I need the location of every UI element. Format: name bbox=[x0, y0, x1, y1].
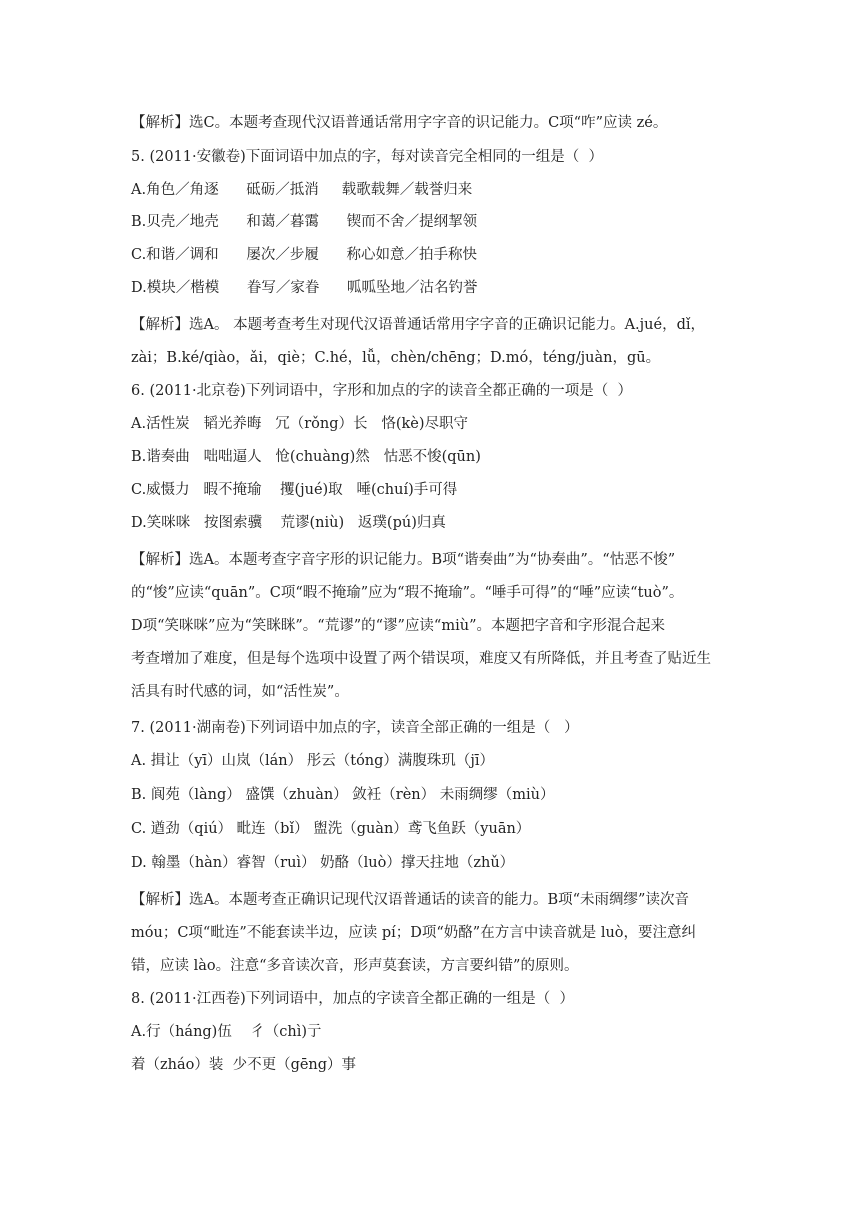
option-line: C. 遒劲（qiú） 毗连（bǐ） 盥洗（guàn）鸢飞鱼跃（yuān） bbox=[131, 821, 531, 837]
option-line: D.笑咪咪 按图索骥 荒谬(niù) 返璞(pú)归真 bbox=[131, 515, 446, 531]
text-line: zài；B.ké/qiào，ǎi，qiè；C.hé，lǚ，chèn/chēng；D.mó，téng/juàn，gū。 bbox=[131, 350, 661, 366]
question-heading: 8. (2011·江西卷)下列词语中，加点的字读音全都正确的一组是（ ） bbox=[131, 991, 574, 1007]
option-line: C.威慑力 暇不掩瑜 攫(jué)取 唾(chuí)手可得 bbox=[131, 482, 458, 498]
question-heading: 6. (2011·北京卷)下列词语中，字形和加点的字的读音全都正确的一项是（ ） bbox=[131, 383, 632, 399]
text-line: 活具有时代感的词，如“活性炭”。 bbox=[131, 684, 349, 700]
text-line: 的“悛”应读“quān”。C项“暇不掩瑜”应为“瑕不掩瑜”。“唾手可得”的“唾”应读“tuò”。 bbox=[131, 585, 684, 601]
text-line: 【解析】选A。本题考查正确识记现代汉语普通话的读音的能力。B项“未雨绸缪”读次音 bbox=[131, 892, 689, 908]
question-heading: 5. (2011·安徽卷)下面词语中加点的字，每对读音完全相同的一组是（ ） bbox=[131, 149, 603, 165]
text-line: 考查增加了难度，但是每个选项中设置了两个错误项，难度又有所降低，并且考查了贴近生 bbox=[131, 651, 711, 667]
text-line: 错，应读 lào。注意“多音读次音，形声莫套读，方言要纠错”的原则。 bbox=[131, 958, 579, 974]
text-line: 【解析】选C。本题考查现代汉语普通话常用字字音的识记能力。C项“咋”应读 zé。 bbox=[131, 115, 668, 131]
option-line: A.角色／角逐 砥砺／抵消 载歌载舞／载誉归来 bbox=[131, 182, 473, 198]
option-line: 着（zháo）装 少不更（gēng）事 bbox=[131, 1057, 357, 1073]
option-line: D. 翰墨（hàn）睿智（ruì） 奶酪（luò）撑天拄地（zhǔ） bbox=[131, 855, 515, 871]
option-line: A.行（háng)伍 彳（chì)亍 bbox=[131, 1024, 322, 1040]
option-line: B.谐奏曲 咄咄逼人 怆(chuàng)然 怙恶不悛(qūn) bbox=[131, 449, 481, 465]
option-line: B.贝壳／地壳 和蔼／暮霭 锲而不舍／提纲挈领 bbox=[131, 214, 478, 230]
option-line: D.模块／楷模 眷写／家眷 呱呱坠地／沽名钓誉 bbox=[131, 280, 478, 296]
text-line: 【解析】选A。本题考查字音字形的识记能力。B项“谐奏曲”为“协奏曲”。“怙恶不悛” bbox=[131, 552, 676, 568]
question-heading: 7. (2011·湖南卷)下列词语中加点的字，读音全部正确的一组是（ ） bbox=[131, 720, 579, 736]
option-line: A.活性炭 韬光养晦 冗（rǒng）长 恪(kè)尽职守 bbox=[131, 416, 469, 432]
text-line: D项“笑咪咪”应为“笑眯眯”。“荒谬”的“谬”应读“miù”。本题把字音和字形混合起来 bbox=[131, 618, 665, 634]
option-line: C.和谐／调和 屡次／步履 称心如意／拍手称快 bbox=[131, 247, 477, 263]
text-line: 【解析】选A。 本题考查考生对现代汉语普通话常用字字音的正确识记能力。A.jué，dǐ， bbox=[131, 317, 705, 333]
option-line: A. 揖让（yī）山岚（lán） 彤云（tóng）满腹珠玑（jī） bbox=[131, 753, 495, 769]
text-line: móu；C项“毗连”不能套读半边，应读 pí；D项“奶酪”在方言中读音就是 luò，要注意纠 bbox=[131, 925, 697, 941]
option-line: B. 阆苑（làng） 盛馔（zhuàn） 敛衽（rèn） 未雨绸缪（miù） bbox=[131, 787, 555, 803]
